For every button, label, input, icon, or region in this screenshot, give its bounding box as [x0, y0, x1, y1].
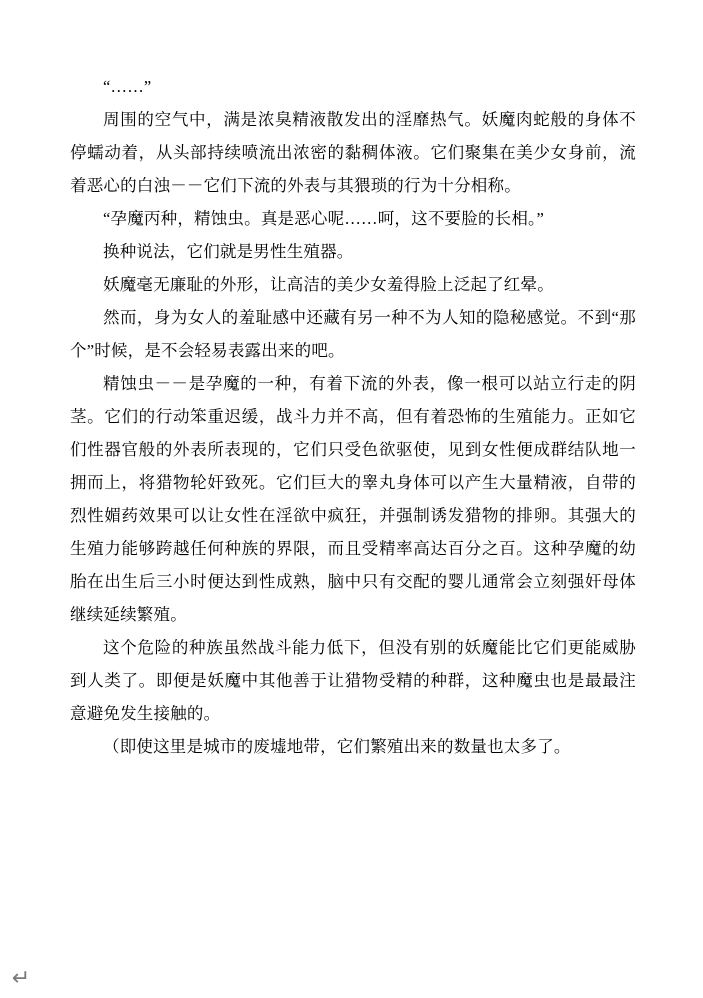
back-arrow-icon[interactable]: ↵: [11, 966, 31, 991]
paragraph: 这个危险的种族虽然战斗能力低下，但没有别的妖魔能比它们更能威胁到人类了。即便是妖魔中其他善于让猎物受精的种群，这种魔虫也是最最注意避免发生接触的。: [70, 638, 636, 723]
paragraph: 然而，身为女人的羞耻感中还藏有另一种不为人知的隐秘感觉。不到“那个”时候，是不会轻易表露出来的吧。: [70, 308, 636, 360]
paragraph: （即使这里是城市的废墟地带，它们繁殖出来的数量也太多了。: [103, 737, 571, 756]
paragraph: 周围的空气中，满是浓臭精液散发出的淫靡热气。妖魔肉蛇般的身体不停蠕动着，从头部持续喷流出浓密的黏稠体液。它们聚集在美少女身前，流着恶心的白浊－－它们下流的外表与其猥琐的行为十分相称。: [70, 110, 636, 195]
page-text-body: [70, 70, 636, 763]
paragraph: 精蚀虫－－是孕魔的一种，有着下流的外表，像一根可以站立行走的阴茎。它们的行动笨重迟缓，战斗力并不高，但有着恐怖的生殖能力。正如它们性器官般的外表所表现的，它们只受色欲驱使，见到女性便成群结队地一拥而上，将猎物轮奸致死。它们巨大的睾丸身体可以产生大量精液，自带的烈性媚药效果可以让女性在淫欲中疯狂，并强制诱发猎物的排卵。其强大的生殖力能够跨越任何种族的界限，而且受精率高达百分之百。这种孕魔的幼胎在出生后三小时便达到性成熟，脑中只有交配的婴儿通常会立刻强奸母体继续延续繁殖。: [70, 374, 636, 624]
paragraph: 妖魔毫无廉耻的外形，让高洁的美少女羞得脸上泛起了红晕。: [103, 275, 554, 294]
paragraph: “……”: [103, 77, 152, 96]
paragraph: 换种说法，它们就是男性生殖器。: [103, 242, 354, 261]
paragraph: “孕魔丙种，精蚀虫。真是恶心呢……呵，这不要脸的长相。”: [103, 209, 544, 228]
